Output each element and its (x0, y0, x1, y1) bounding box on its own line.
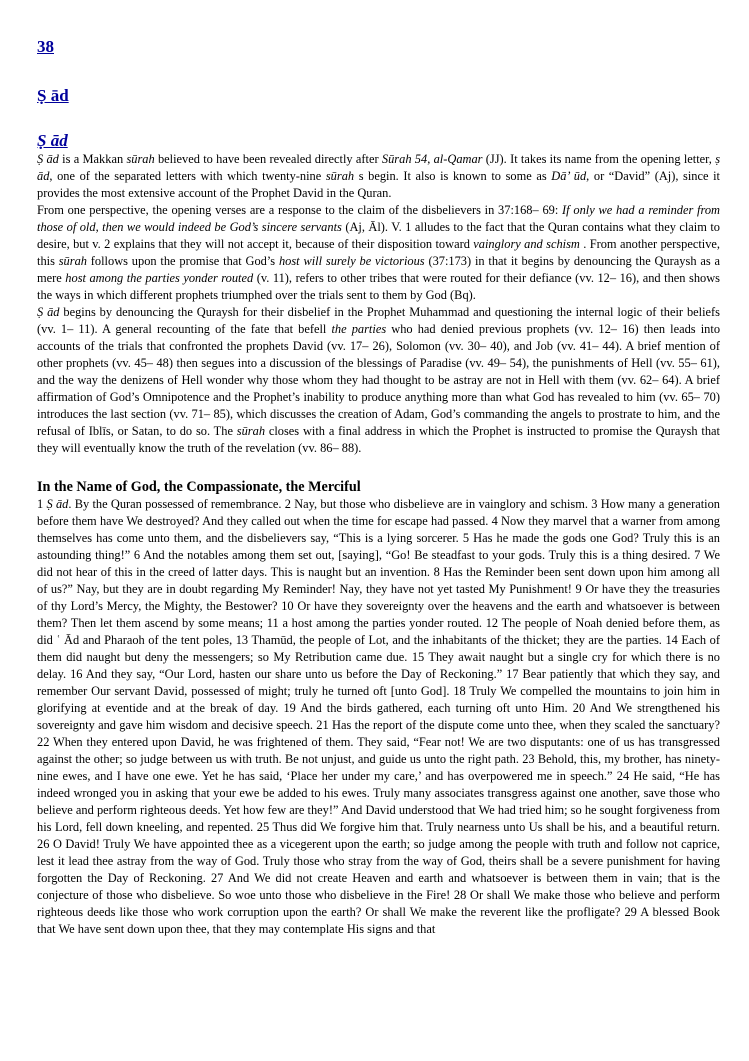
intro-paragraph-1: Ṣ ād is a Makkan sūrah believed to have been revealed directly after Sūrah 54, al-Qamar (JJ). It takes its name from the opening letter, ṣ ād, one of the separated letters with which twenty-nine sūrah s begin. It also is known to some as Dā’ ūd, or “David” (Aj), since it provides the most extensive account of the Prophet David in the Quran. (37, 152, 721, 200)
surah-title-row-1 (37, 86, 720, 106)
verses-paragraph: 1 Ṣ ād. By the Quran possessed of remembrance. 2 Nay, but those who disbelieve are in vainglory and schism. 3 How many a generation before them have We destroyed? And they called out when the time for escape had passed. 4 Now they marvel that a warner from among themselves has come unto them, and the disbelievers say, “This is a lying sorcerer. 5 Has he made the gods one God? Truly this is an astounding thing!” 6 And the notables among them set out, [saying], “Go! Be steadfast to your gods. Truly this is a thing desired. 7 We did not hear of this in the creed of latter days. This is naught but an invention. 8 Has the Reminder been sent down upon him among all of us?” Nay, but they are in doubt regarding My Reminder! Nay, they have not yet tasted My Punishment! 9 Or have they the treasuries of thy Lord’s Mercy, the Mighty, the Bestower? 10 Or have they sovereignty over the heavens and the earth and whatsoever is between them? Then let them ascend by some means; 11 a host among the parties yonder routed. 12 The people of Noah denied before them, as did ʿ Ād and Pharaoh of the tent poles, 13 Thamūd, the people of Lot, and the inhabitants of the thicket; they are the parties. 14 Each of them did naught but deny the messengers; so My Retribution came due. 15 They await naught but a single cry for which there is no delay. 16 And they say, “Our Lord, hasten our share unto us before the Day of Reckoning.” 17 Bear patiently that which they say, and remember Our servant David, possessed of might; truly he turned oft [unto God]. 18 Truly We compelled the mountains to join him in glorifying at eventide and at the break of day. 19 And the birds gathered, each turning oft unto Him. 20 And We strengthened his sovereignty and gave him wisdom and decisive speech. 21 Has the report of the dispute come unto thee, when they scaled the sanctuary? 22 When they entered upon David, he was frightened of them. They said, “Fear not! We are two disputants: one of us has transgressed against the other; so judge between us with truth. Be not unjust, and guide us unto the right path. 23 Behold, this, my brother, has ninety-nine ewes, and I have one ewe. Yet he has said, ‘Place her under my care,’ and has overpowered me in speech.” 24 He said, “He has indeed wronged you in asking that your ewe be added to his ewes. Truly many associates transgress against one another, save those who believe and perform righteous deeds. Yet how few are they!” And David understood that We had tried him; so he sought forgiveness from his Lord, fell down kneeling, and repented. 25 Thus did We forgive him that. Truly nearness unto Us shall be his, and a beautiful return. 26 O David! Truly We have appointed thee as a vicegerent upon the earth; so judge among the people with truth and follow not caprice, lest it lead thee astray from the way of God. Truly those who stray from the way of God, theirs shall be a severe punishment for having forgotten the Day of Reckoning. 27 And We did not create Heaven and earth and whatsoever is between them in vain; that is the conjecture of those who disbelieve. So woe unto those who disbelieve in the Fire! 28 Or shall We make those who believe and perform righteous deeds like those who work corruption upon the earth? Or shall We make the reverent like the profligate? 29 A blessed Book that We have sent down upon thee, that they may contemplate His signs and that (37, 497, 720, 937)
intro-paragraph-3: Ṣ ād begins by denouncing the Quraysh for their disbelief in the Prophet Muhammad and questioning the internal logic of their beliefs (vv. 1– 11). A general recounting of the fate that befell the parties who had denied previous prophets (vv. 12– 16) then leads into accounts of the trials that confronted the prophets David (vv. 17– 26), Solomon (vv. 30– 40), and Job (vv. 41– 44). A brief mention of other prophets (vv. 45– 48) then segues into a discussion of the blessings of Paradise (vv. 49– 54), the punishments of Hell (vv. 55– 61), and the way the denizens of Hell wonder why those whom they had thought to be astray are not in Hell with them (vv. 62– 64). A brief affirmation of God’s Omnipotence and the Prophet’s inability to produce anything more than what God has revealed to him (vv. 65– 70) introduces the last section (vv. 71– 85), which discusses the creation of Adam, God’s commanding the angels to prostrate to him, and the refusal of Iblīs, or Satan, to do so. The sūrah closes with a final address in which the Prophet is instructed to promise the Quraysh that they will eventually know the truth of the revelation (vv. 86– 88). (37, 305, 721, 455)
section-heading-basmala: In the Name of God, the Compassionate, the Merciful (37, 479, 361, 495)
surah-title-row-2 (37, 131, 720, 151)
surah-title-link-secondary[interactable]: Ṣ ād (37, 131, 68, 150)
intro-paragraph-2: From one perspective, the opening verses are a response to the claim of the disbelievers in 37:168– 69: If only we had a reminder from those of old, then we would indeed be God’s sincere servants (Aj, Āl). V. 1 alludes to the fact that the Quran contains what they claim to desire, but v. 2 explains that they will not accept it, because of their disposition toward vainglory and schism . From another perspective, this sūrah follows upon the promise that God’s host will surely be victorious (37:173) in that it begins by denouncing the Quraysh as a mere host among the parties yonder routed (v. 11), refers to other tribes that were routed for their defiance (vv. 12– 16), and then shows the ways in which different prophets triumphed over the trials sent to them by God (Bq). (37, 203, 721, 302)
surah-title-link-primary[interactable]: Ṣ ād (37, 86, 69, 105)
chapter-number-row (37, 38, 720, 57)
chapter-number-link[interactable]: 38 (37, 37, 54, 56)
